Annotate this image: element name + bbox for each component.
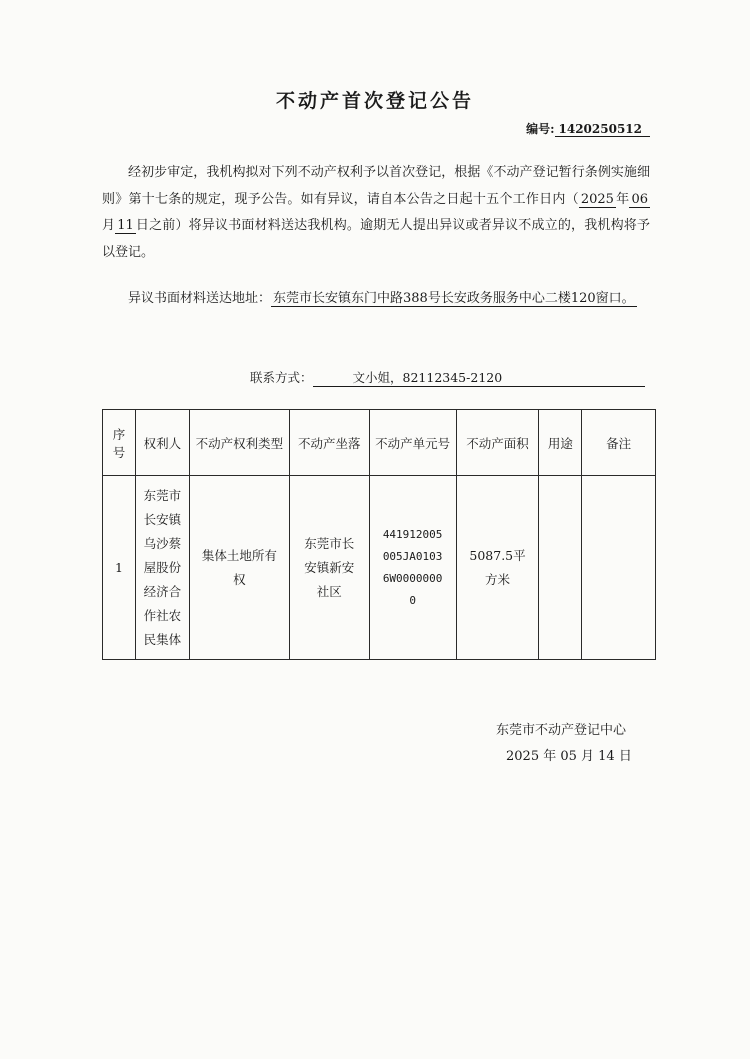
issuer-org: 东莞市不动产登记中心 [496,723,627,738]
area-text: 5087.5平方米 [469,547,526,587]
notice-paragraph [102,160,650,266]
contact-line [250,368,645,387]
contact-label: 联系方式： [250,370,313,385]
doc-number-label: 编号: [526,122,555,136]
address-value: 东莞市长安镇东门中路388号长安政务服务中心二楼120窗口。 [273,291,635,306]
cell-right-type [189,476,289,660]
issuer-block [496,718,632,770]
address-paragraph [102,286,650,313]
year-unit: 年 [615,191,630,207]
deadline-month: 06 [631,191,648,207]
location-text: 东莞市长安镇新安社区 [304,535,355,599]
table-header-row [103,410,656,476]
address-label: 异议书面材料送达地址： [128,291,272,306]
property-table [102,409,656,660]
doc-number-value: 1420250512 [555,122,651,137]
cell-no: 1 [103,476,136,660]
owner-text: 东莞市长安镇乌沙蔡屋股份经济合作社农民集体 [143,487,182,647]
header-area: 不动产面积 [456,410,539,476]
notice-text-b: 日之前）将异议书面材料送达我机构。逾期无人提出异议或者异议不成立的，我机构将予以登记。 [102,218,650,260]
unit-no-text: 441912005005JA01036W00000000 [382,527,443,607]
header-location: 不动产坐落 [289,410,369,476]
header-unit-no: 不动产单元号 [369,410,456,476]
cell-area [456,476,539,660]
doc-number [526,120,650,137]
cell-unit-no [369,476,456,660]
issue-date: 2025 年 05 月 14 日 [506,749,632,764]
right-type-text: 集体土地所有权 [201,547,277,587]
header-owner: 权利人 [135,410,189,476]
page-title: 不动产首次登记公告 [275,90,474,112]
cell-owner [135,476,189,660]
deadline-day: 11 [117,218,134,233]
header-right-type: 不动产权利类型 [189,410,289,476]
contact-value: 文小姐，82112345-2120 [313,368,645,387]
deadline-year: 2025 [580,191,614,207]
header-usage: 用途 [539,410,582,476]
month-unit: 月 [102,218,116,233]
cell-remark [582,476,656,660]
table-row [103,476,656,660]
header-remark: 备注 [582,410,656,476]
cell-usage [539,476,582,660]
header-no: 序号 [103,410,136,476]
notice-text-a: 经初步审定，我机构拟对下列不动产权利予以首次登记，根据《不动产登记暂行条例实施细则》第十七条的规定，现予公告。如有异议，请自本公告之日起十五个工作日内（ [102,165,650,207]
cell-location [289,476,369,660]
